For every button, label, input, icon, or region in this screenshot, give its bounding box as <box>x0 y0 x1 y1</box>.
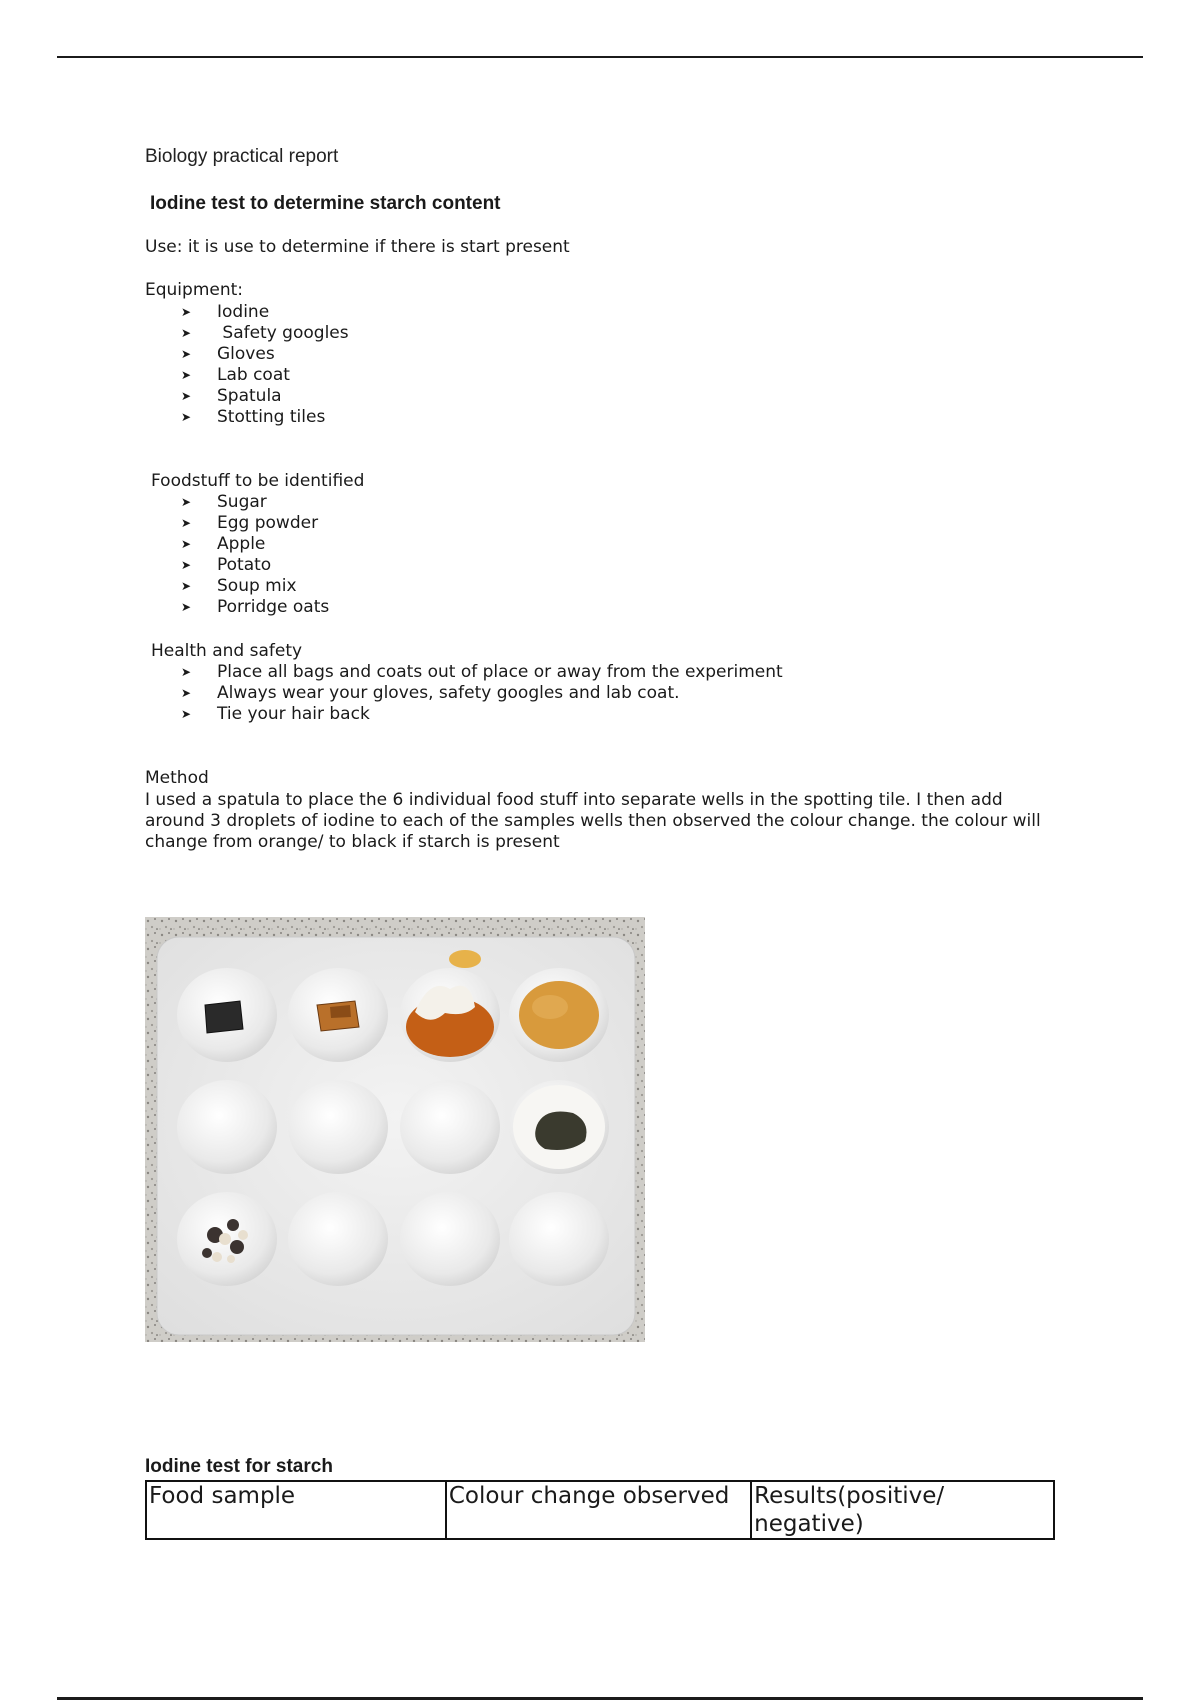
list-item: ➤ Apple <box>181 534 266 554</box>
header-colour-change: Colour change observed <box>446 1481 751 1539</box>
list-item: ➤ Sugar <box>181 492 267 512</box>
table-header-row <box>146 1481 1054 1539</box>
report-title: Biology practical report <box>145 146 339 167</box>
arrow-bullet-icon: ➤ <box>181 707 192 721</box>
arrow-bullet-icon: ➤ <box>181 389 192 403</box>
list-item: ➤ Place all bags and coats out of place or away from the experiment <box>181 662 783 682</box>
health-safety-label: Health and safety <box>151 641 303 661</box>
arrow-bullet-icon: ➤ <box>181 410 192 424</box>
arrow-bullet-icon: ➤ <box>181 347 192 361</box>
method-label: Method <box>145 768 209 788</box>
arrow-bullet-icon: ➤ <box>181 600 192 614</box>
list-item: ➤ Tie your hair back <box>181 704 370 724</box>
arrow-bullet-icon: ➤ <box>181 579 192 593</box>
main-heading: Iodine test to determine starch content <box>150 193 501 214</box>
foodstuff-list <box>145 492 329 618</box>
arrow-bullet-icon: ➤ <box>181 516 192 530</box>
list-item: ➤ Egg powder <box>181 513 319 533</box>
spotting-tile-photo <box>145 917 645 1342</box>
list-item: ➤ Porridge oats <box>181 597 330 617</box>
arrow-bullet-icon: ➤ <box>181 558 192 572</box>
arrow-bullet-icon: ➤ <box>181 537 192 551</box>
list-item: ➤ Potato <box>181 555 272 575</box>
list-item: ➤ Safety googles <box>181 323 349 343</box>
list-item: ➤ Soup mix <box>181 576 297 596</box>
equipment-list <box>145 302 349 428</box>
arrow-bullet-icon: ➤ <box>181 665 192 679</box>
list-item: ➤ Gloves <box>181 344 275 364</box>
header-food-sample: Food sample <box>146 1481 446 1539</box>
foodstuff-label: Foodstuff to be identified <box>151 471 365 491</box>
header-results: Results(positive/ negative) <box>751 1481 1054 1539</box>
arrow-bullet-icon: ➤ <box>181 368 192 382</box>
list-item: ➤ Lab coat <box>181 365 290 385</box>
use-statement: Use: it is use to determine if there is start present <box>145 237 570 257</box>
arrow-bullet-icon: ➤ <box>181 686 192 700</box>
method-paragraph: I used a spatula to place the 6 individual food stuff into separate wells in the spotting tile. I then add around 3 droplets of iodine to each of the samples wells then observed the colour change. the colour will change from orange/ to black if starch is present <box>145 790 1041 852</box>
results-table <box>145 1480 1055 1540</box>
results-table-title: Iodine test for starch <box>145 1456 333 1477</box>
health-safety-list <box>145 662 783 725</box>
list-item: ➤ Spatula <box>181 386 282 406</box>
page-top-rule <box>57 56 1143 58</box>
equipment-label: Equipment: <box>145 280 244 300</box>
list-item: ➤ Always wear your gloves, safety googles and lab coat. <box>181 683 680 703</box>
arrow-bullet-icon: ➤ <box>181 495 192 509</box>
arrow-bullet-icon: ➤ <box>181 326 192 340</box>
list-item: ➤ Iodine <box>181 302 270 322</box>
list-item: ➤ Stotting tiles <box>181 407 326 427</box>
arrow-bullet-icon: ➤ <box>181 305 192 319</box>
